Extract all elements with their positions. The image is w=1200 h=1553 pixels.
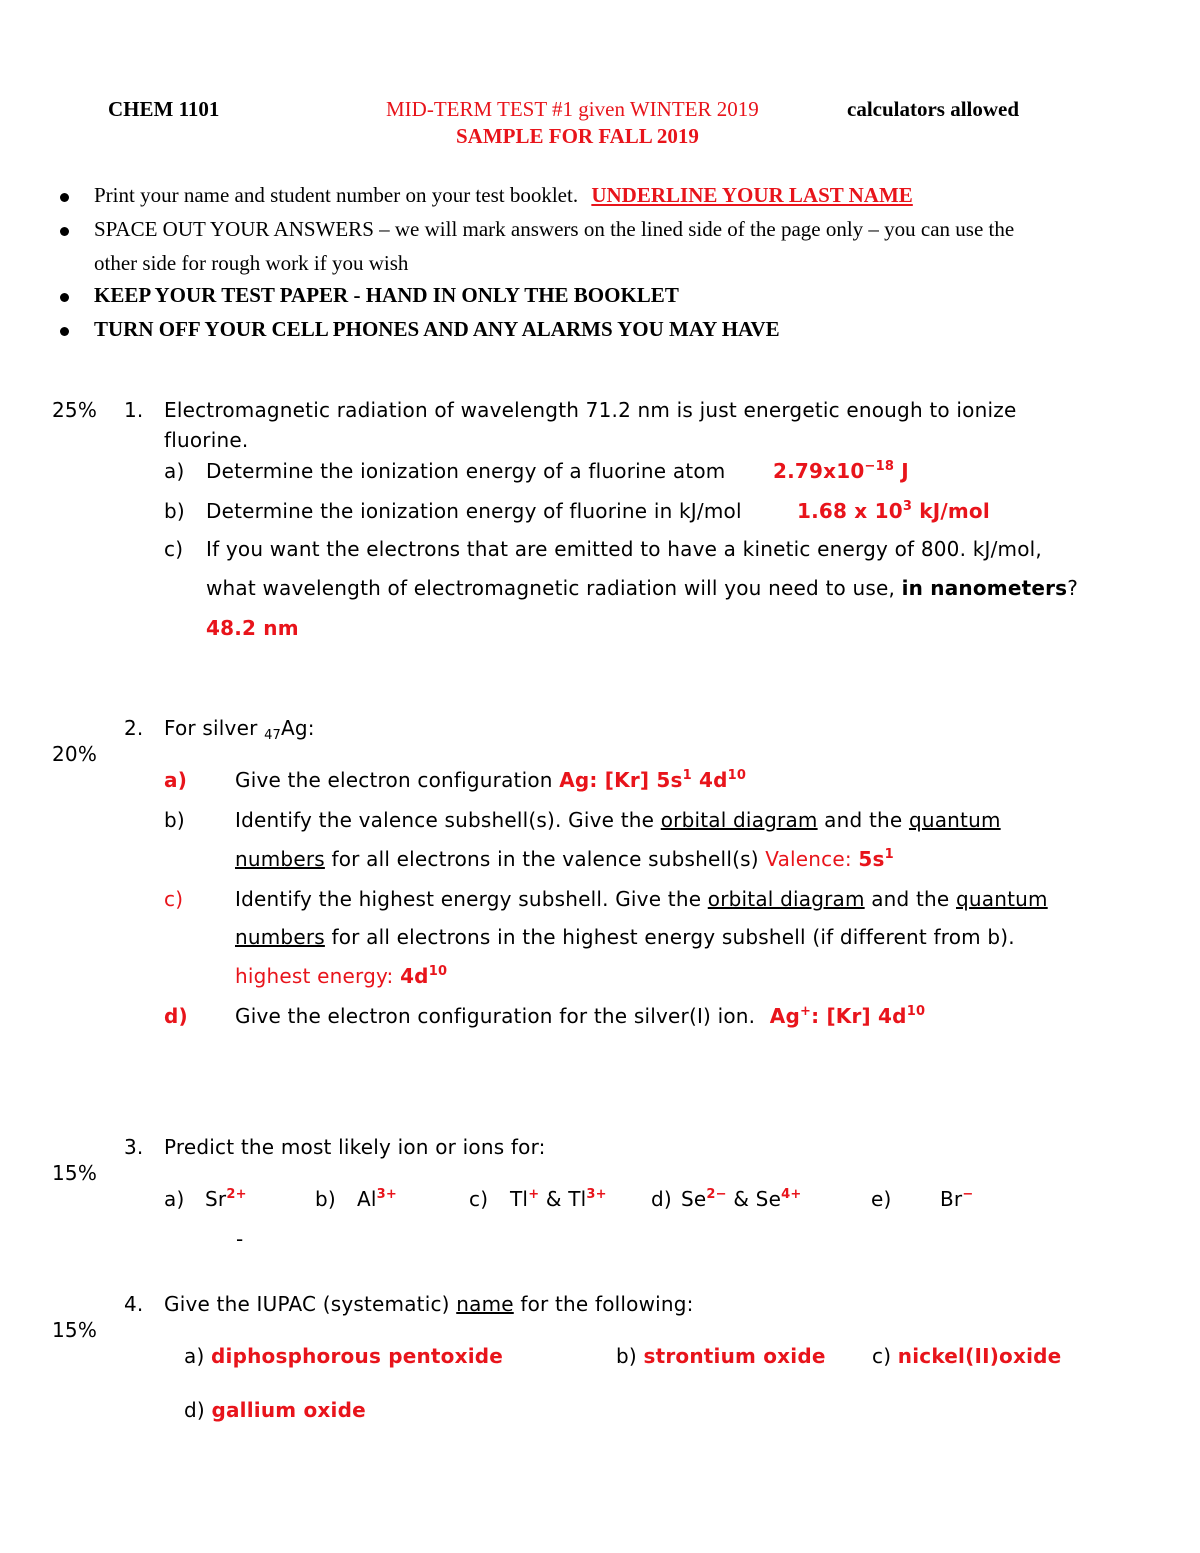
- q4-number: 4.: [124, 1292, 144, 1316]
- q2-text: For silver $_{47}$Ag:: [164, 716, 315, 743]
- q1a-text: Determine the ionization energy of a fluorine atom: [206, 459, 726, 483]
- q1-weight: 25%: [52, 398, 98, 422]
- calculators-note: calculators allowed: [847, 97, 1020, 121]
- q2-number: 2.: [124, 716, 144, 740]
- q2d-text: Give the electron configuration for the silver(I) ion.: [235, 1004, 756, 1028]
- bullet-icon: [60, 327, 69, 336]
- bullet-icon: [60, 227, 69, 236]
- q3-dash: -: [236, 1227, 244, 1251]
- q4-text: Give the IUPAC (systematic) name for the following:: [164, 1292, 694, 1316]
- bullet-icon: [60, 293, 69, 302]
- q1b-text: Determine the ionization energy of fluorine in kJ/mol: [206, 499, 742, 523]
- q3d-label: d): [651, 1187, 672, 1211]
- q1a-label: a): [164, 459, 185, 483]
- q3b-answer: $Al^{3+}$: [357, 1187, 397, 1211]
- q1a-answer: $2.79x10^{-18}$ J: [773, 459, 909, 483]
- bullet-icon: [60, 193, 69, 202]
- q2c-label: c): [164, 887, 184, 911]
- q4b-answer: strontium oxide: [643, 1344, 826, 1368]
- q4b: b) strontium oxide: [616, 1344, 826, 1368]
- q2c-line1: Identify the highest energy subshell. Give the orbital diagram and the quantum: [235, 887, 1048, 911]
- q2b-line1: Identify the valence subshell(s). Give the orbital diagram and the quantum: [235, 808, 1001, 832]
- q3-text: Predict the most likely ion or ions for:: [164, 1135, 546, 1159]
- q2-weight: 20%: [52, 742, 98, 766]
- q3e-label: e): [871, 1187, 892, 1211]
- instruction-4: TURN OFF YOUR CELL PHONES AND ANY ALARMS YOU MAY HAVE: [94, 317, 780, 341]
- q4a-answer: diphosphorous pentoxide: [211, 1344, 504, 1368]
- q3b-label: b): [315, 1187, 336, 1211]
- q1b-label: b): [164, 499, 185, 523]
- q3c-answer: Tl+ & $Tl^{3+}$: [510, 1187, 607, 1211]
- test-title: MID-TERM TEST #1 given WINTER 2019: [386, 97, 759, 121]
- q1-number: 1.: [124, 398, 144, 422]
- q1c-text-line2: what wavelength of electromagnetic radiation will you need to use, in nanometers?: [206, 576, 1079, 600]
- q4a: a) diphosphorous pentoxide: [184, 1344, 504, 1368]
- q4d-answer: gallium oxide: [211, 1398, 366, 1422]
- q3c-label: c): [469, 1187, 489, 1211]
- q2c-line2: numbers for all electrons in the highest energy subshell (if different from b).: [235, 925, 1015, 949]
- q2b-label: b): [164, 808, 185, 832]
- q1b-answer: 1.68 x $10^3$ kJ/mol: [797, 499, 990, 523]
- q2a-text: Give the electron configuration: [235, 768, 553, 792]
- instruction-1-emphasis: UNDERLINE YOUR LAST NAME: [591, 183, 913, 207]
- q3-weight: 15%: [52, 1161, 98, 1185]
- q2b-line2: numbers for all electrons in the valence subshell(s) Valence: $5s^1$: [235, 847, 894, 871]
- q1c-label: c): [164, 537, 184, 561]
- sample-note: SAMPLE FOR FALL 2019: [456, 124, 699, 148]
- q2a-answer: Ag: [Kr] $5s^1$ $4d^{10}$: [559, 768, 747, 792]
- q2d-label: d): [164, 1004, 188, 1028]
- q2d-answer: Ag+: [Kr] $4d^{10}$: [769, 1004, 926, 1028]
- q1-text-line2: fluorine.: [164, 428, 249, 452]
- q3a-answer: $Sr^{2+}$: [205, 1187, 247, 1211]
- instruction-3: KEEP YOUR TEST PAPER - HAND IN ONLY THE BOOKLET: [94, 283, 679, 307]
- q1c-answer: 48.2 nm: [206, 616, 299, 640]
- instruction-2-line1: SPACE OUT YOUR ANSWERS – we will mark answers on the lined side of the page only – you can use the: [94, 217, 1015, 241]
- q3d-answer: $Se^{2-}$ & $Se^{4+}$: [681, 1187, 802, 1211]
- q3a-label: a): [164, 1187, 185, 1211]
- q4d: d) gallium oxide: [184, 1398, 366, 1422]
- q2a-label: a): [164, 768, 188, 792]
- q2a-line: [235, 768, 746, 792]
- q3e-answer: Br−: [940, 1187, 974, 1211]
- course-code: CHEM 1101: [108, 97, 220, 121]
- q2d-line: [235, 1004, 925, 1028]
- instruction-1-text: Print your name and student number on your test booklet.: [94, 183, 579, 207]
- q1c-text-line1: If you want the electrons that are emitted to have a kinetic energy of 800. kJ/mol,: [206, 537, 1042, 561]
- instruction-2-line2: other side for rough work if you wish: [94, 251, 409, 275]
- q2c-answer: highest energy: $4d^{10}$: [235, 964, 448, 988]
- q4-weight: 15%: [52, 1318, 98, 1342]
- q4c: c) nickel(II)oxide: [872, 1344, 1062, 1368]
- q3-number: 3.: [124, 1135, 144, 1159]
- q4c-answer: nickel(II)oxide: [897, 1344, 1062, 1368]
- q2b-answer: Valence: $5s^1$: [765, 847, 894, 871]
- q1-text-line1: Electromagnetic radiation of wavelength 71.2 nm is just energetic enough to ionize: [164, 398, 1017, 422]
- instruction-1: [94, 183, 913, 208]
